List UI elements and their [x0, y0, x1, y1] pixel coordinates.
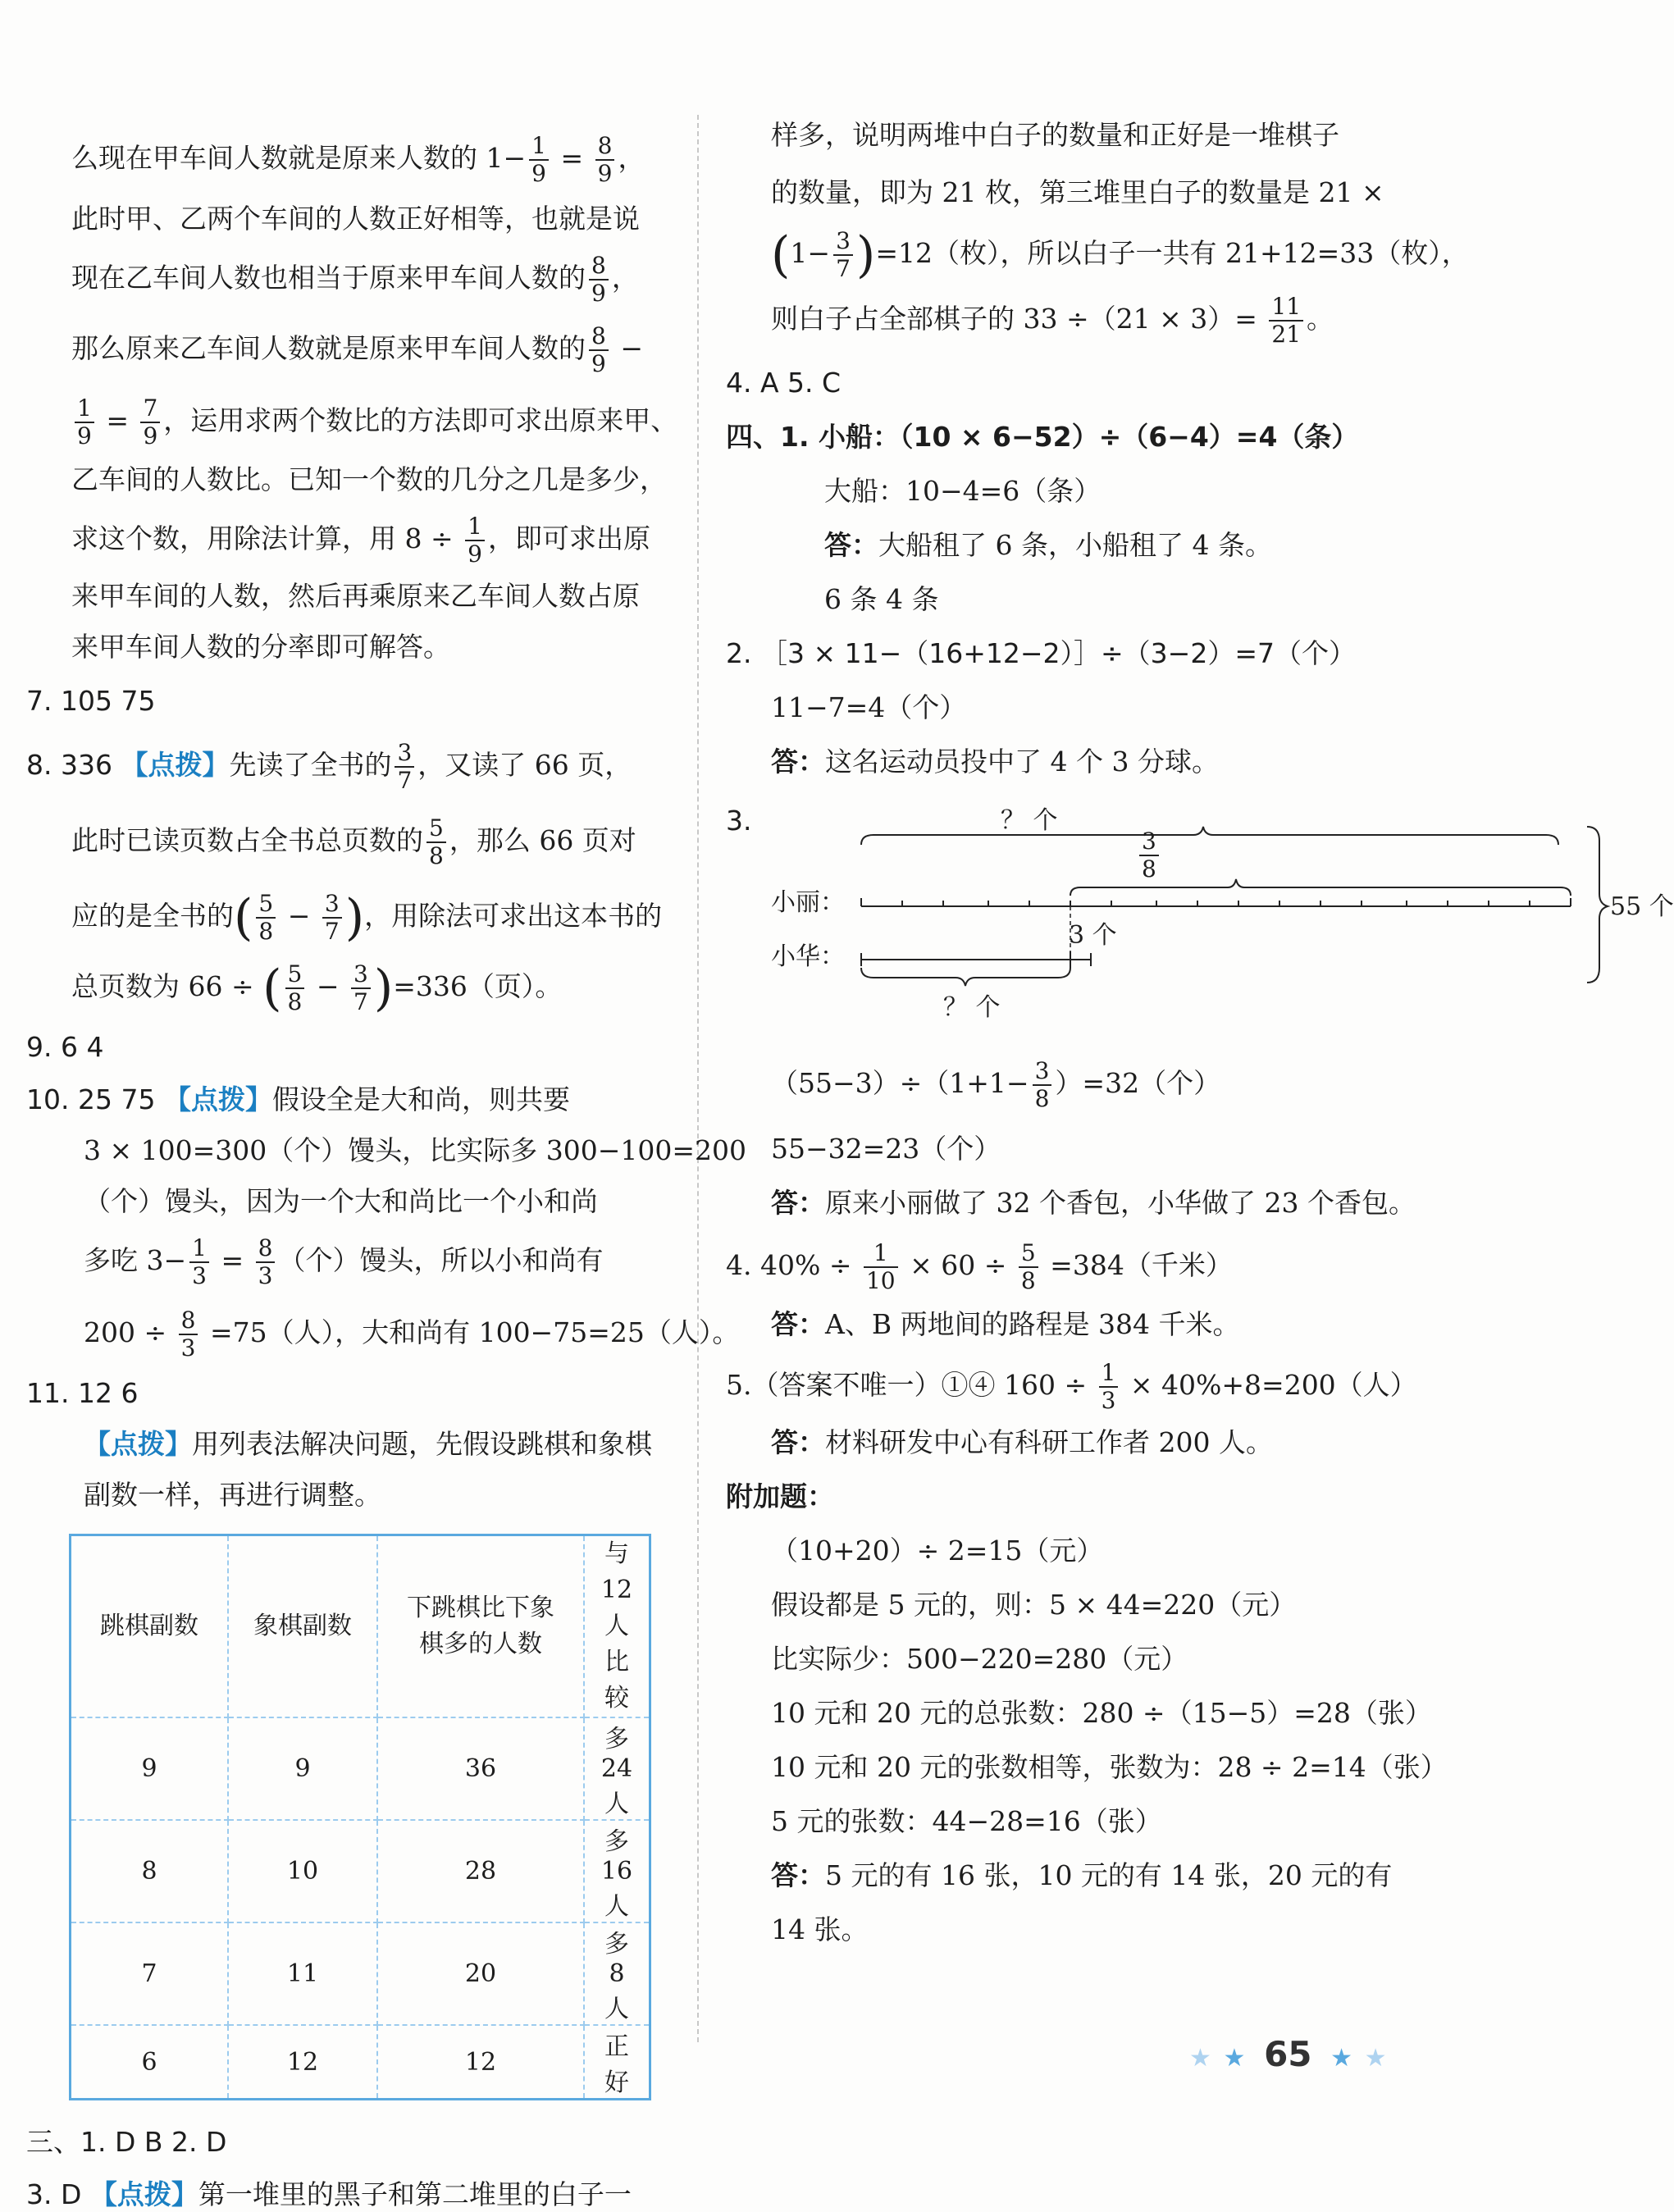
answer-line: 答：A、B 两地间的路程是 384 千米。 — [771, 1308, 1240, 1340]
column-divider — [697, 115, 699, 2042]
text-line: （55−3）÷（1+1− $\frac{3}{8}$ ）=32（个） — [771, 1057, 1221, 1112]
answer-line: 答：材料研发中心有科研工作者 200 人。 — [771, 1426, 1273, 1458]
text-line: 那么原来乙车间人数就是原来甲车间人数的 $\frac{8}{9}$ − — [71, 322, 643, 377]
answer-4-5: 4. A 5. C — [726, 367, 842, 399]
table-row: 6 12 12 正好 — [71, 2025, 650, 2100]
text-line: 10 元和 20 元的总张数：280 ÷（15−5）=28（张） — [771, 1697, 1432, 1729]
text-line: (1− $\frac{3}{7}$ )=12（枚），所以白子一共有 21+12=33（枚）， — [771, 226, 1469, 284]
text-line: 来甲车间的人数，然后再乘原来乙车间人数占原 — [71, 580, 640, 612]
text-line: （10+20）÷ 2=15（元） — [771, 1535, 1104, 1567]
hint-label: 【点拨】 — [121, 749, 230, 781]
page-number: ★ ★ 65 ★ ★ — [1189, 2034, 1387, 2074]
top-brace — [861, 827, 1558, 845]
three-label: 3 个 — [1069, 921, 1117, 950]
star-icon: ★ — [1223, 2044, 1246, 2073]
text-line: 10 元和 20 元的张数相等，张数为：28 ÷ 2=14（张） — [771, 1751, 1448, 1783]
text-line: $\frac{1}{9}$ = $\frac{7}{9}$ ，运用求两个数比的方法即可求出原来甲、 — [26, 395, 674, 449]
text-line: 200 ÷ $\frac{8}{3}$ =75（人），大和尚有 100−75=25（人）。 — [84, 1307, 740, 1361]
table-row: 9 9 36 多 24 人 — [71, 1717, 650, 1820]
text-line: 副数一样，再进行调整。 — [84, 1479, 381, 1511]
text-line: 多吃 3− $\frac{1}{3}$ = $\frac{8}{3}$ （个）馒头，所以小和尚有 — [84, 1234, 604, 1289]
section-4-q2: 2. ［3 × 11−（16+12−2）］÷（3−2）=7（个） — [726, 637, 1356, 669]
text-line: 乙车间的人数比。已知一个数的几分之几是多少， — [71, 463, 667, 495]
answer-line: 答：原来小丽做了 32 个香包，小华做了 23 个香包。 — [771, 1187, 1416, 1219]
answer-line: 答：这名运动员投中了 4 个 3 分球。 — [771, 746, 1219, 778]
text-line: 6 条 4 条 — [824, 583, 939, 615]
right-brace — [1587, 827, 1608, 983]
answer-10: 10. 25 75 【点拨】假设全是大和尚，则共要 — [26, 1083, 570, 1115]
top-question: ？ 个 — [1001, 806, 1058, 835]
section-4-q1: 四、1. 小船：（10 × 6−52）÷（6−4）=4（条） — [726, 421, 1359, 453]
text-line: 11−7=4（个） — [771, 691, 967, 723]
section-3-q3: 3. D 【点拨】第一堆里的黑子和第二堆里的白子一 — [26, 2178, 632, 2210]
text-line: 比实际少：500−220=280（元） — [771, 1643, 1188, 1675]
text-line: 样多，说明两堆中白子的数量和正好是一堆棋子 — [771, 119, 1339, 151]
section-4-q4: 4. 40% ÷ $\frac{1}{10}$ × 60 ÷ $\frac{5}{8}$ =384（千米） — [726, 1239, 1233, 1294]
text-line: 现在乙车间人数也相当于原来甲车间人数的 $\frac{8}{9}$ ， — [71, 252, 639, 307]
answer-11: 11. 12 6 — [26, 1377, 139, 1409]
text-line: 此时已读页数占全书总页数的 $\frac{5}{8}$ ，那么 66 页对 — [71, 814, 636, 869]
section-3: 三、1. D B 2. D — [26, 2126, 227, 2158]
bottom-question: ？ 个 — [943, 993, 1001, 1022]
text-line: 应的是全书的( $\frac{5}{8}$ − $\frac{3}{7}$ )，用除法可求出这本书的 — [71, 889, 663, 946]
section-4-q5: 5.（答案不唯一）①④ 160 ÷ $\frac{1}{3}$ × 40%+8=200（人） — [726, 1359, 1417, 1414]
text-line: 则白子占全部棋子的 33 ÷（21 × 3）= $\frac{11}{21}$ 。 — [771, 293, 1334, 348]
text-line: 55−32=23（个） — [771, 1133, 1001, 1165]
text-line: 大船：10−4=6（条） — [824, 475, 1102, 507]
xiaohua-label: 小华： — [771, 942, 845, 971]
answer-line: 答：大船租了 6 条，小船租了 4 条。 — [824, 529, 1272, 561]
text-line: 3 × 100=300（个）馒头，比实际多 300−100=200 — [84, 1134, 747, 1166]
table-row: 8 10 28 多 16 人 — [71, 1820, 650, 1922]
text-line: 求这个数，用除法计算，用 8 ÷ $\frac{1}{9}$ ，即可求出原 — [71, 513, 650, 568]
text-line: （个）馒头，因为一个大和尚比一个小和尚 — [84, 1185, 598, 1217]
star-icon: ★ — [1364, 2044, 1387, 2073]
answer-7: 7. 105 75 — [26, 685, 156, 717]
diagram-fraction: $\frac{3}{8}$ — [1139, 828, 1159, 883]
left-column — [26, 123, 747, 2212]
right-column — [726, 119, 1674, 1947]
bonus-title: 附加题： — [726, 1480, 834, 1512]
text-line: 此时甲、乙两个车间的人数正好相等，也就是说 — [71, 203, 640, 235]
answer-9: 9. 6 4 — [26, 1031, 104, 1063]
text-line: 的数量，即为 21 枚，第三堆里白子的数量是 21 × — [771, 176, 1384, 208]
text-line: 14 张。 — [771, 1913, 869, 1945]
bottom-brace — [861, 968, 1070, 986]
xiaoli-label: 小丽： — [771, 888, 845, 917]
answer-8: 8. 336 【点拨】先读了全书的 $\frac{3}{7}$ ，又读了 66 页， — [26, 739, 632, 794]
text-line: 么现在甲车间人数就是原来人数的 1− $\frac{1}{9}$ = $\frac{8}{9}$ ， — [71, 132, 645, 187]
text-line: 总页数为 66 ÷ ( $\frac{5}{8}$ − $\frac{3}{7}$ )=336（页）。 — [71, 960, 563, 1017]
star-icon: ★ — [1189, 2044, 1211, 2073]
text-line: 来甲车间人数的分率即可解答。 — [71, 631, 450, 663]
star-icon: ★ — [1330, 2044, 1353, 2073]
text-line: 5 元的张数：44−28=16（张） — [771, 1805, 1162, 1837]
text-line: 【点拨】用列表法解决问题，先假设跳棋和象棋 — [84, 1428, 652, 1460]
text-line: 假设都是 5 元的，则：5 × 44=220（元） — [771, 1589, 1297, 1621]
chess-table — [69, 1534, 651, 2100]
table-row: 7 11 20 多 8 人 — [71, 1922, 650, 2025]
total-label: 55 个 — [1610, 892, 1674, 921]
answer-line: 答：5 元的有 16 张，10 元的有 14 张，20 元的有 — [771, 1859, 1393, 1891]
line-segment-diagram: 3. ？ 个 $\frac{3}{8}$ 小丽： 小华： 55 个 3 个 ？ 个 — [726, 804, 1464, 1058]
table-header: 跳棋副数 象棋副数 下跳棋比下象 棋多的人数 与 12 人 比较 — [71, 1535, 650, 1718]
